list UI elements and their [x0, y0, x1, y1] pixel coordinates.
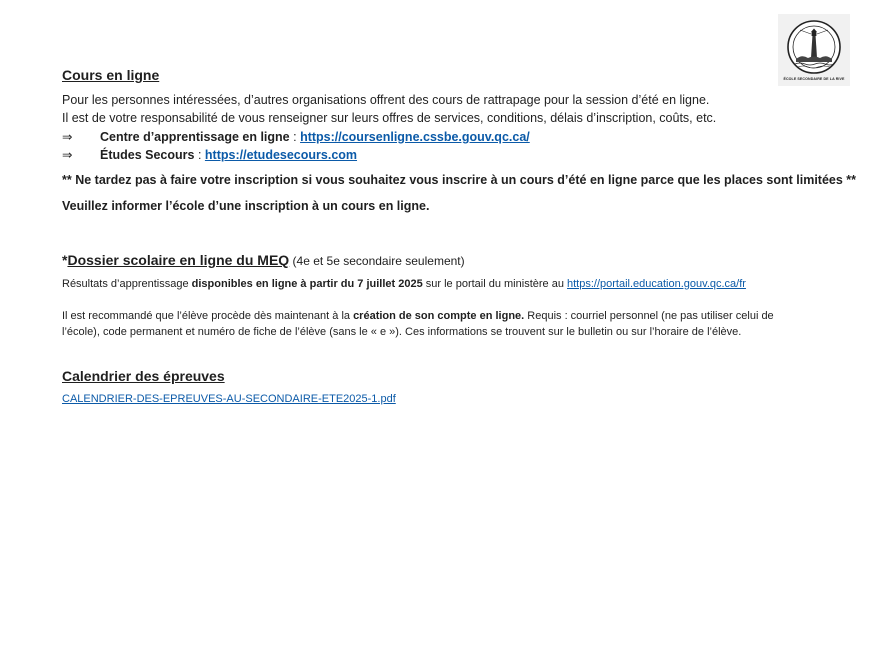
list-item-separator: : — [194, 148, 205, 162]
title-dossier-subtitle: (4e et 5e secondaire seulement) — [289, 254, 465, 268]
resultats-text-2: sur le portail du ministère au — [422, 278, 567, 290]
list-item-etudes-secours — [62, 147, 357, 162]
school-seal-caption: ÉCOLE SECONDAIRE DE LA RIVE — [783, 77, 845, 81]
resultats-text: Résultats d’apprentissage — [62, 278, 192, 290]
title-star: * — [62, 252, 68, 268]
school-logo — [778, 14, 850, 86]
section-title-calendrier: Calendrier des épreuves — [62, 368, 225, 384]
list-item-centre-apprentissage — [62, 129, 530, 144]
list-item-label: Centre d’apprentissage en ligne — [100, 130, 290, 144]
arrow-right-icon: ⇒ — [62, 148, 73, 162]
paragraph-cours-responsabilite: Il est de votre responsabilité de vous renseigner sur leurs offres de services, conditions, délais d’inscription, coûts, etc. — [62, 111, 717, 125]
list-item-separator: : — [289, 130, 301, 144]
lighthouse-seal-icon — [778, 14, 850, 86]
paragraph-creation-compte-suite: l’école), code permanent et numéro de fiche de l’élève (sans le « e »). Ces informations se trouvent sur le bulletin ou sur l’horaire de l’élève. — [62, 326, 742, 338]
section-title-cours-en-ligne: Cours en ligne — [62, 67, 160, 83]
warning-places-limitees: ** Ne tardez pas à faire votre inscription si vous souhaitez vous inscrire à un cours d’été en ligne parce que les places sont limitées ** — [62, 173, 857, 187]
link-portail-education[interactable]: https://portail.education.gouv.qc.ca/fr — [567, 278, 746, 290]
resultats-date: disponibles en ligne à partir du 7 juillet 2025 — [191, 278, 423, 290]
creation-text-2: Requis : courriel personnel (ne pas utiliser celui de — [524, 310, 774, 322]
notice-informer-ecole: Veuillez informer l’école d’une inscription à un cours en ligne. — [62, 199, 430, 213]
creation-bold: création de son compte en ligne. — [353, 310, 525, 322]
paragraph-resultats — [62, 278, 746, 290]
link-calendrier-pdf[interactable]: CALENDRIER-DES-EPREUVES-AU-SECONDAIRE-ETE2025-1.pdf — [62, 393, 396, 405]
link-etudesecours[interactable]: https://etudesecours.com — [204, 148, 358, 162]
section-title-dossier-scolaire — [62, 252, 465, 268]
arrow-right-icon: ⇒ — [62, 130, 73, 144]
creation-text: Il est recommandé que l’élève procède dès maintenant à la — [62, 310, 354, 322]
title-dossier-text: Dossier scolaire en ligne du MEQ — [67, 252, 290, 268]
paragraph-cours-intro: Pour les personnes intéressées, d’autres organisations offrent des cours de rattrapage pour la session d’été en ligne. — [62, 93, 710, 107]
calendrier-link-row — [62, 393, 396, 405]
link-coursenligne[interactable]: https://coursenligne.cssbe.gouv.qc.ca/ — [300, 130, 530, 144]
paragraph-creation-compte — [62, 310, 774, 322]
list-item-label: Études Secours — [100, 148, 195, 162]
